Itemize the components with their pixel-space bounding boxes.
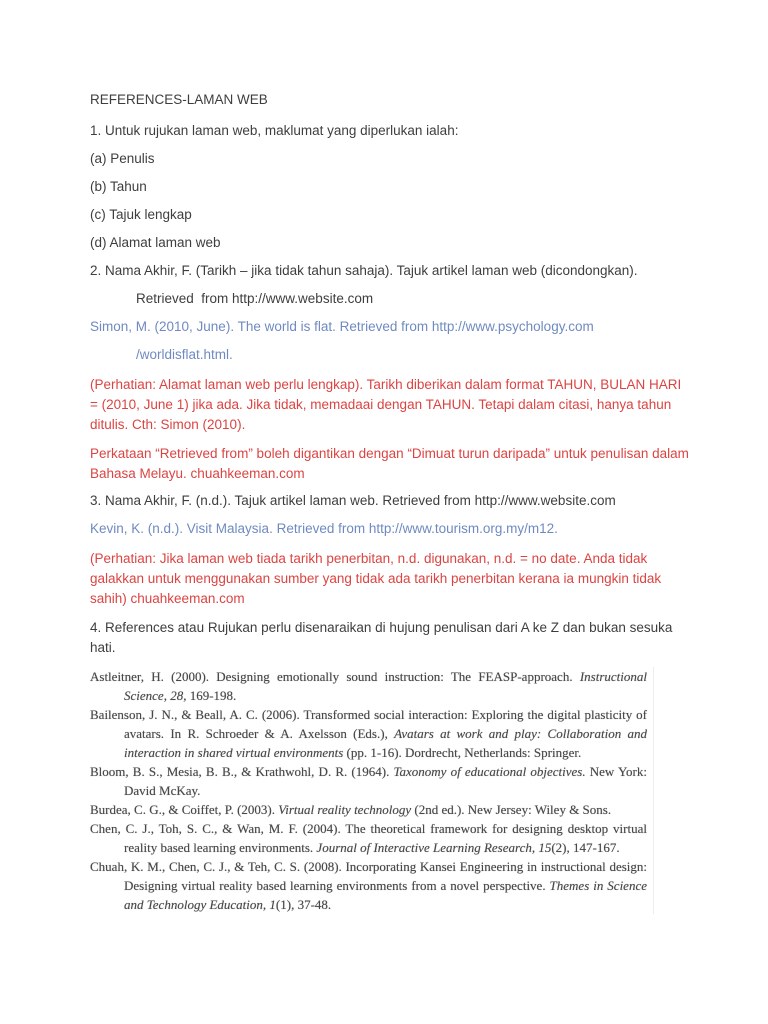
reference-text: Chuah, K. M., Chen, C. J., & Teh, C. S. (2008). Incorporating Kansei Engineering in instructional design: Designing virtual reality based learning environments from a novel perspective. [90, 859, 647, 893]
rule-2: 2. Nama Akhir, F. (Tarikh – jika tidak tahun sahaja). Tajuk artikel laman web (dicondongkan). [90, 263, 638, 278]
rule-1-item-d: (d) Alamat laman web [90, 235, 221, 250]
reference-entry [90, 705, 647, 762]
example-citation-web-line2: /worldisflat.html. [136, 347, 233, 362]
rule-2-retrieved-line: Retrieved from http://www.website.com [136, 291, 374, 306]
reference-italic-text: Instructional Science, 28, [124, 669, 647, 703]
example-citation-web-line1: Simon, M. (2010, June). The world is flat. Retrieved from http://www.psychology.com [90, 319, 594, 334]
rule-1: 1. Untuk rujukan laman web, maklumat yang diperlukan ialah: [90, 123, 459, 138]
references-list [90, 667, 654, 914]
note-translation: Perkataan “Retrieved from” boleh digantikan dengan “Dimuat turun daripada” untuk penulisan dalam Bahasa Melayu. chuahkeeman.com [90, 446, 689, 481]
reference-italic-text: Avatars at work and play: Collaboration and interaction in shared virtual environments [124, 726, 647, 760]
reference-text: New York: David McKay. [124, 764, 647, 798]
reference-text: (2), 147-167. [551, 840, 620, 855]
example-citation-no-date: Kevin, K. (n.d.). Visit Malaysia. Retrieved from http://www.tourism.org.my/m12. [90, 521, 558, 536]
reference-text: Bloom, B. S., Mesia, B. B., & Krathwohl, D. R. (1964). [90, 764, 394, 779]
reference-italic-text: Themes in Science and Technology Education, 1 [124, 878, 647, 912]
page-title: REFERENCES-LAMAN WEB [90, 92, 268, 107]
rule-1-item-b: (b) Tahun [90, 179, 147, 194]
rule-3: 3. Nama Akhir, F. (n.d.). Tajuk artikel laman web. Retrieved from http://www.website.com [90, 493, 616, 508]
reference-text: Chen, C. J., Toh, S. C., & Wan, M. F. (2004). The theoretical framework for designing desktop virtual reality based learning environments. [90, 821, 647, 855]
reference-text: Astleitner, H. (2000). Designing emotionally sound instruction: The FEASP-approach. [90, 669, 580, 684]
reference-text: (2nd ed.). New Jersey: Wiley & Sons. [411, 802, 612, 817]
rule-1-item-c: (c) Tajuk lengkap [90, 207, 192, 222]
reference-entry [90, 800, 647, 819]
reference-italic-text: Taxonomy of educational objectives. [393, 764, 586, 779]
rule-1-item-a: (a) Penulis [90, 151, 155, 166]
reference-entry [90, 819, 647, 857]
reference-text: 169-198. [186, 688, 237, 703]
note-no-date: (Perhatian: Jika laman web tiada tarikh penerbitan, n.d. digunakan, n.d. = no date. Anda tidak galakkan untuk menggunakan sumber yang tidak ada tarikh penerbitan kerana ia mungkin tidak sahih) chuahkeeman.com [90, 551, 662, 606]
rule-4: 4. References atau Rujukan perlu disenaraikan di hujung penulisan dari A ke Z dan bukan sesuka hati. [90, 620, 673, 655]
reference-text: Bailenson, J. N., & Beall, A. C. (2006). Transformed social interaction: Exploring the digital plasticity of avatars. In R. Schroeder & A. Axelsson (Eds.), [90, 707, 647, 741]
reference-italic-text: Journal of Interactive Learning Research, 15 [316, 840, 552, 855]
reference-text: (pp. 1-16). Dordrecht, Netherlands: Springer. [343, 745, 582, 760]
note-date-format: (Perhatian: Alamat laman web perlu lengkap). Tarikh diberikan dalam format TAHUN, BULAN HARI = (2010, June 1) jika ada. Jika tidak, memadaai dengan TAHUN. Tetapi dalam citasi, hanya tahun ditulis. Cth: Simon (2010). [90, 377, 682, 432]
reference-italic-text: Virtual reality technology [278, 802, 412, 817]
reference-entry [90, 667, 647, 705]
reference-text: Burdea, C. G., & Coiffet, P. (2003). [90, 802, 279, 817]
reference-entry [90, 762, 647, 800]
reference-text: (1), 37-48. [275, 897, 332, 912]
reference-entry [90, 857, 647, 914]
